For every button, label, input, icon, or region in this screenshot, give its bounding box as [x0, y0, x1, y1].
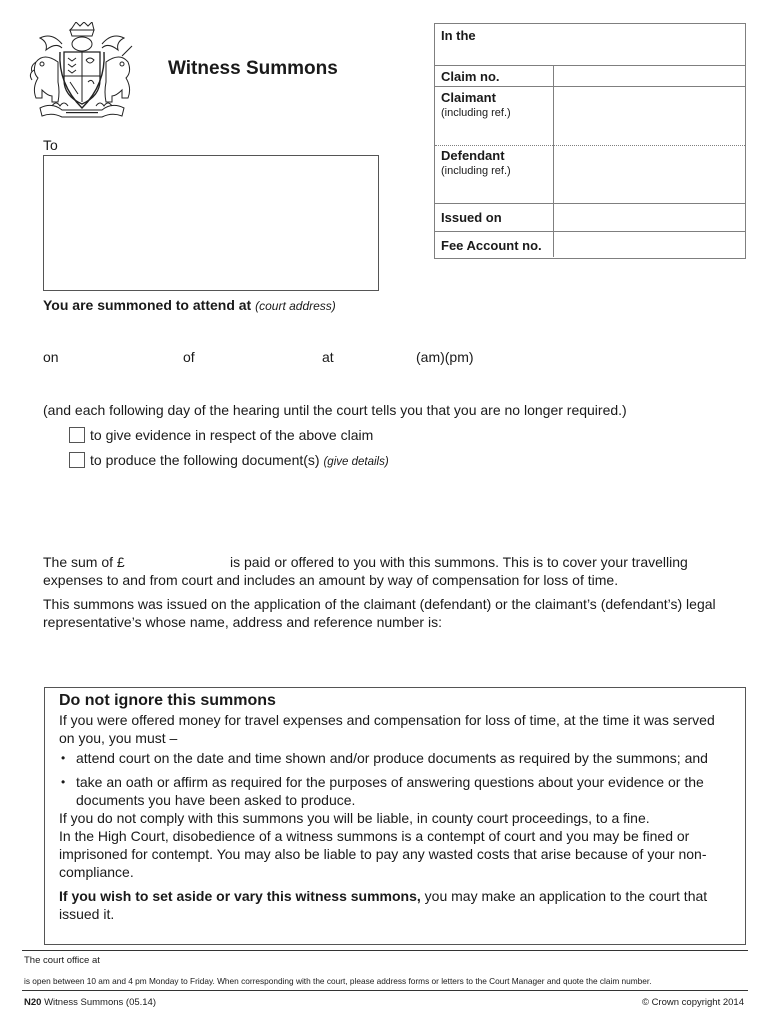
day-field[interactable] [66, 348, 176, 366]
recipient-address-box[interactable] [43, 155, 379, 291]
of-label: of [183, 349, 195, 365]
fee-account-label: Fee Account no. [441, 238, 542, 253]
claimant-label: Claimant [441, 90, 496, 105]
notice-bullet-oath: • take an oath or affirm as required for the purposes of answering questions about your evidence or the documents you have been asked to produce. [59, 773, 729, 809]
claimant-field[interactable] [557, 92, 741, 142]
issued-on-field[interactable] [557, 210, 741, 226]
court-name-field[interactable] [495, 30, 741, 46]
notice-intro: If you were offered money for travel expenses and compensation for loss of time, at the time it was served on you, you must – [59, 712, 715, 746]
court-address-hint: (court address) [255, 299, 336, 313]
defendant-label: Defendant [441, 148, 505, 163]
case-details-table [434, 23, 746, 259]
sum-suffix: is paid or offered to you with this summons. This is to cover your travelling [230, 554, 688, 570]
following-day-text: (and each following day of the hearing until the court tells you that you are no longer required.) [43, 402, 627, 418]
documents-details-field[interactable] [90, 472, 740, 542]
produce-documents-label: to produce the following document(s) [90, 452, 320, 468]
form-reference [24, 997, 156, 1008]
give-evidence-label: to give evidence in respect of the above claim [90, 427, 374, 443]
set-aside-rest: you may make an application to the court that issued it. [59, 888, 708, 922]
issued-on-label: Issued on [441, 210, 502, 225]
notice-comply: If you do not comply with this summons you will be liable, in county court proceedings, to a fine. [59, 810, 650, 826]
issued-application-text-2: representative’s whose name, address and reference number is: [43, 614, 442, 630]
defendant-field[interactable] [557, 150, 741, 200]
am-pm-label: (am)(pm) [416, 349, 474, 365]
on-label: on [43, 349, 59, 365]
sum-amount-field[interactable] [126, 553, 226, 571]
notice-title: Do not ignore this summons [59, 692, 276, 709]
sum-prefix: The sum of £ [43, 554, 125, 570]
claim-no-field[interactable] [557, 70, 741, 86]
notice-high-court: In the High Court, disobedience of a witness summons is a contempt of court and you may be fined or imprisoned for contempt. You may also be liable to pay any wasted costs that arise because of your non-compliance. [59, 828, 707, 880]
time-field[interactable] [342, 348, 412, 366]
footer-divider-2 [22, 990, 748, 991]
royal-coat-of-arms-icon [22, 22, 140, 120]
court-office-field[interactable] [110, 954, 740, 968]
claimant-sub-label: (including ref.) [441, 107, 511, 119]
warning-notice-box [44, 687, 746, 945]
court-address-field[interactable] [270, 296, 740, 326]
defendant-sub-label: (including ref.) [441, 165, 511, 177]
form-code: N20 [24, 997, 42, 1008]
produce-documents-checkbox[interactable] [69, 452, 85, 468]
copyright: © Crown copyright 2014 [641, 997, 744, 1008]
fee-account-field[interactable] [557, 238, 741, 254]
notice-set-aside [59, 887, 729, 923]
set-aside-bold: If you wish to set aside or vary this witness summons, [59, 888, 421, 904]
opening-hours-text: is open between 10 am and 4 pm Monday to Friday. When corresponding with the court, please address forms or letters to the Court Manager and quote the claim number. [24, 976, 652, 986]
give-evidence-checkbox[interactable] [69, 427, 85, 443]
to-label: To [43, 137, 58, 153]
representative-details-field[interactable] [43, 634, 743, 680]
footer-divider [22, 950, 748, 951]
court-office-label: The court office at [24, 955, 100, 966]
sum-line-2: expenses to and from court and includes an amount by way of compensation for loss of time. [43, 572, 619, 588]
produce-documents-line [90, 451, 389, 471]
month-year-field[interactable] [202, 348, 316, 366]
claim-no-label: Claim no. [441, 69, 500, 84]
at-label: at [322, 349, 334, 365]
page-title: Witness Summons [168, 58, 338, 79]
form-name: Witness Summons (05.14) [44, 997, 157, 1008]
in-the-label: In the [441, 28, 476, 43]
give-details-hint: (give details) [323, 456, 389, 468]
issued-application-text: This summons was issued on the application of the claimant (defendant) or the claimant’s (defendant’s) legal [43, 596, 716, 612]
summoned-text: You are summoned to attend at [43, 297, 252, 313]
notice-bullet-attend: • attend court on the date and time shown and/or produce documents as required by the summons; and [59, 749, 729, 767]
